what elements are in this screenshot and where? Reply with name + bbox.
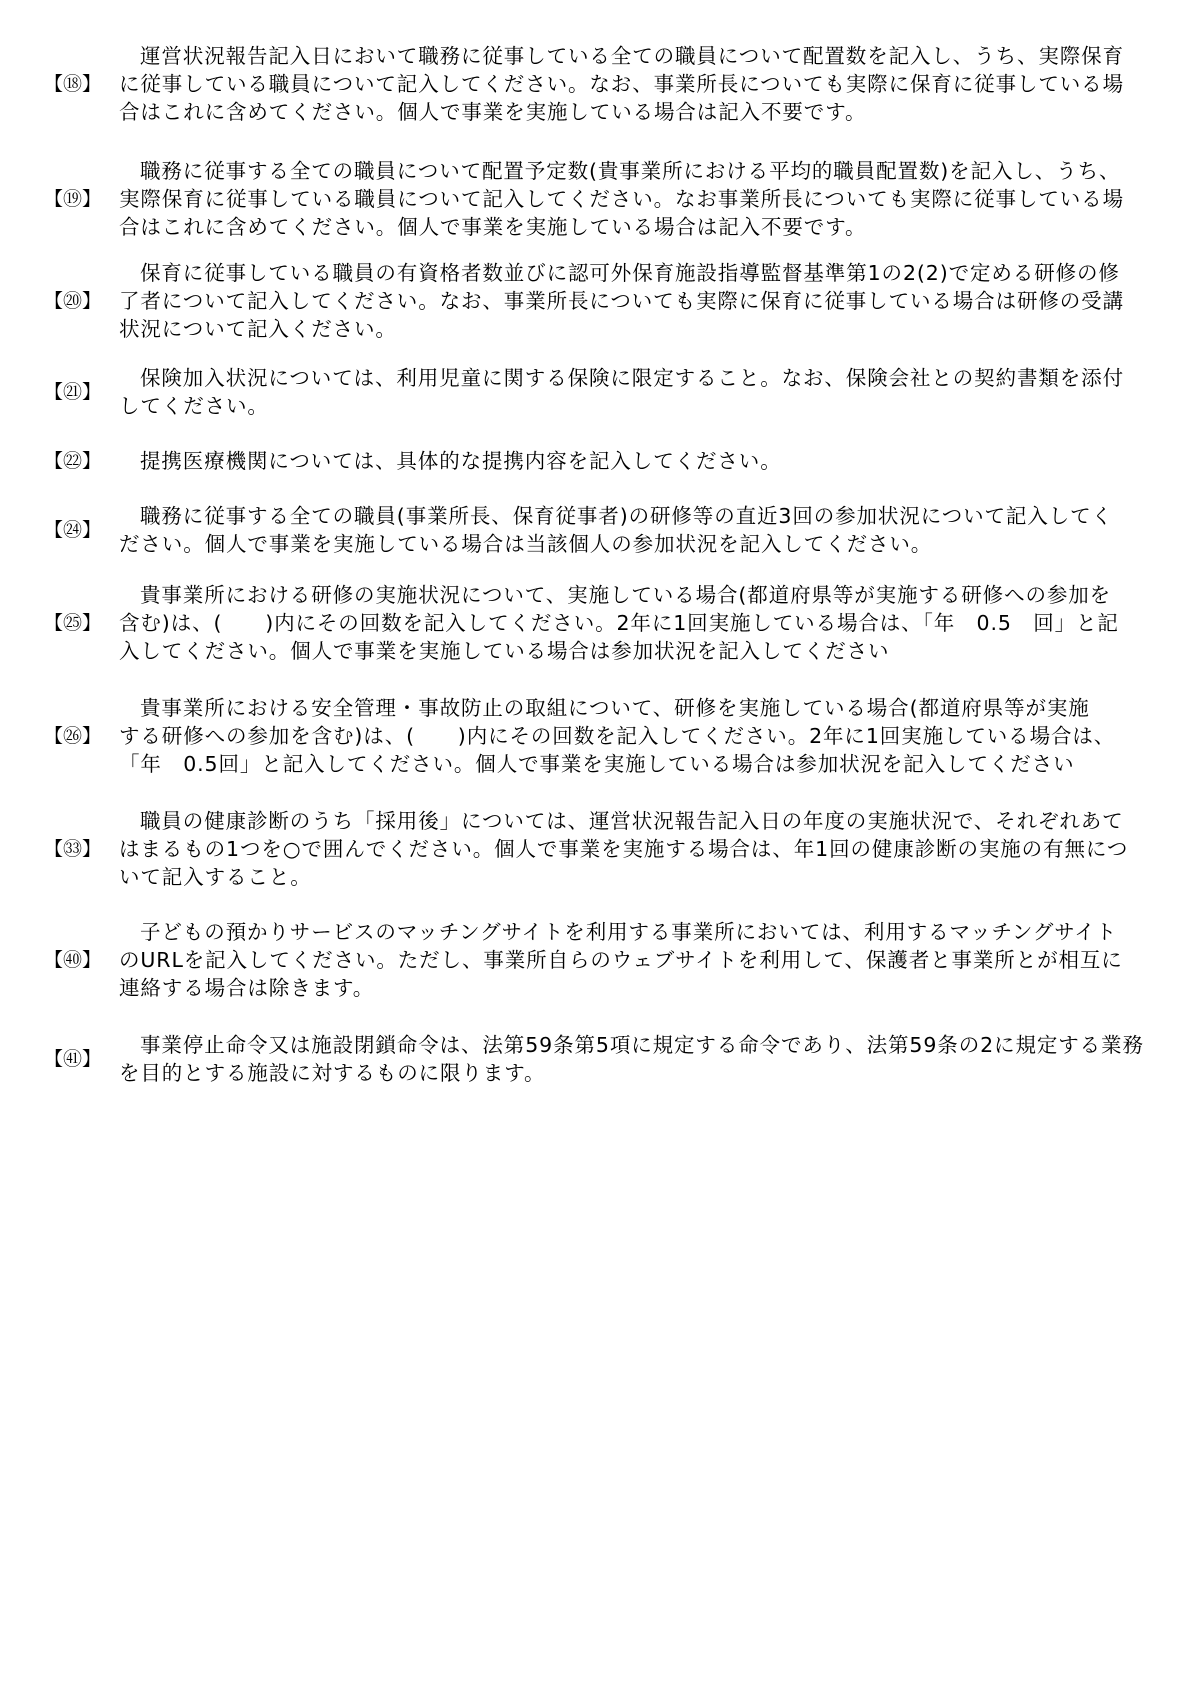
note-number-label: 【⑱】: [44, 73, 102, 95]
note-text: [119, 502, 1149, 558]
note-text: [119, 918, 1149, 1002]
note-text: [119, 694, 1149, 778]
note-text-line: のURLを記入してください。ただし、事業所自らのウェブサイトを利用して、保護者と事業所とが相互に: [119, 948, 1123, 972]
note-number-label: 【㊵】: [44, 949, 102, 971]
note-text-line: 合はこれに含めてください。個人で事業を実施している場合は記入不要です。: [119, 100, 867, 124]
note-number-label: 【㉒】: [44, 450, 102, 472]
note-text-line: ださい。個人で事業を実施している場合は当該個人の参加状況を記入してください。: [119, 532, 933, 556]
note-text-line: する研修への参加を含む)は、( )内にその回数を記入してください。2年に1回実施している場合は、: [119, 724, 1116, 748]
note-text-line: 含む)は、( )内にその回数を記入してください。2年に1回実施している場合は、「年 0.5 回」と記: [119, 611, 1119, 635]
note-text-line: 職務に従事する全ての職員について配置予定数(貴事業所における平均的職員配置数)を記入し、うち、: [140, 159, 1121, 183]
note-text-line: 子どもの預かりサービスのマッチングサイトを利用する事業所においては、利用するマッチングサイト: [140, 920, 1118, 944]
note-text-line: はまるもの1つを○で囲んでください。個人で事業を実施する場合は、年1回の健康診断の実施の有無につ: [119, 837, 1129, 861]
note-text-line: 貴事業所における研修の実施状況について、実施している場合(都道府県等が実施する研修への参加を: [140, 583, 1112, 607]
note-number-label: 【㉑】: [44, 381, 102, 403]
note-number-label: 【㊶】: [44, 1048, 102, 1070]
note-number-label: 【㉖】: [44, 725, 102, 747]
note-text-line: 実際保育に従事している職員について記入してください。なお事業所長についても実際に従事している場: [119, 187, 1124, 211]
note-text: [119, 364, 1149, 420]
note-text: [119, 1031, 1149, 1087]
note-text-line: に従事している職員について記入してください。なお、事業所長についても実際に保育に従事している場: [119, 72, 1124, 96]
note-text-line: 保険加入状況については、利用児童に関する保険に限定すること。なお、保険会社との契約書類を添付: [140, 366, 1124, 390]
note-number-label: 【㉕】: [44, 612, 102, 634]
note-text-line: 事業停止命令又は施設閉鎖命令は、法第59条第5項に規定する命令であり、法第59条の2に規定する業務: [140, 1033, 1144, 1057]
note-text-line: 合はこれに含めてください。個人で事業を実施している場合は記入不要です。: [119, 215, 867, 239]
note-text-line: してください。: [119, 394, 269, 418]
note-text-line: 連絡する場合は除きます。: [119, 976, 375, 1000]
note-text: [119, 259, 1149, 343]
note-number-label: 【㉝】: [44, 838, 102, 860]
note-text: [119, 42, 1149, 126]
note-text-line: 「年 0.5回」と記入してください。個人で事業を実施している場合は参加状況を記入してください: [119, 752, 1075, 776]
note-text-line: を目的とする施設に対するものに限ります。: [119, 1061, 546, 1085]
note-text: [119, 157, 1149, 241]
note-number-label: 【⑳】: [44, 290, 102, 312]
note-text: [119, 581, 1149, 665]
note-number-label: 【㉔】: [44, 519, 102, 541]
note-text-line: 職員の健康診断のうち「採用後」については、運営状況報告記入日の年度の実施状況で、それぞれあて: [140, 809, 1124, 833]
note-text-line: 状況について記入ください。: [119, 317, 397, 341]
note-text-line: いて記入すること。: [119, 865, 312, 889]
note-text: [119, 807, 1149, 891]
note-text: [119, 447, 1149, 475]
note-text-line: 保育に従事している職員の有資格者数並びに認可外保育施設指導監督基準第1の2(2)で定める研修の修: [140, 261, 1120, 285]
note-number-label: 【⑲】: [44, 188, 102, 210]
note-text-line: 了者について記入してください。なお、事業所長についても実際に保育に従事している場合は研修の受講: [119, 289, 1124, 313]
note-text-line: 貴事業所における安全管理・事故防止の取組について、研修を実施している場合(都道府県等が実施: [140, 696, 1090, 720]
note-text-line: 運営状況報告記入日において職務に従事している全ての職員について配置数を記入し、うち、実際保育: [140, 44, 1124, 68]
note-text-line: 提携医療機関については、具体的な提携内容を記入してください。: [140, 449, 782, 473]
note-text-line: 入してください。個人で事業を実施している場合は参加状況を記入してください: [119, 639, 890, 663]
note-text-line: 職務に従事する全ての職員(事業所長、保育従事者)の研修等の直近3回の参加状況について記入してく: [140, 504, 1113, 528]
